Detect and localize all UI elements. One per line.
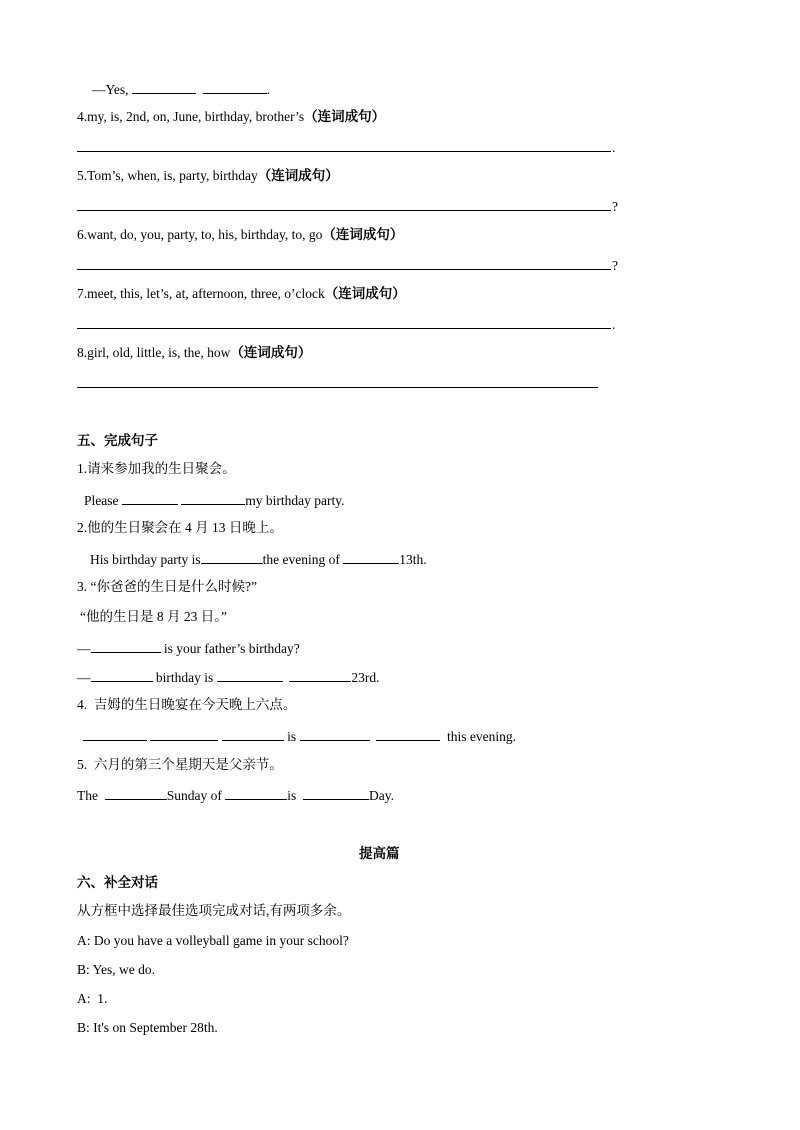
answer-end-4: .	[612, 140, 616, 155]
question-8: 8.girl, old, little, is, the, how（连词成句）	[77, 345, 312, 360]
dialog-instruction: 从方框中选择最佳选项完成对话,有两项多余。	[77, 903, 351, 918]
p5-q1-chinese: 1.请来参加我的生日聚会。	[77, 461, 236, 476]
p5-q3-english-1: — is your father’s birthday?	[77, 641, 300, 656]
answer-line-6[interactable]	[77, 269, 611, 270]
answer-blank[interactable]	[289, 668, 351, 682]
p5-q3-english-2: — birthday is 23rd.	[77, 670, 380, 685]
answer-blank[interactable]	[343, 550, 399, 564]
answer-end-7: .	[612, 317, 616, 332]
question-5: 5.Tom’s, when, is, party, birthday（连词成句）	[77, 168, 339, 183]
answer-blank[interactable]	[217, 668, 283, 682]
answer-blank[interactable]	[303, 786, 369, 800]
answer-blank[interactable]	[91, 639, 161, 653]
answer-blank[interactable]	[91, 668, 153, 682]
answer-end-6: ?	[612, 258, 618, 273]
section-heading-6: 六、补全对话	[77, 875, 158, 890]
answer-blank[interactable]	[83, 727, 147, 741]
answer-blank[interactable]	[376, 727, 440, 741]
p5-q3-chinese-1: 3. “你爸爸的生日是什么时候?”	[77, 579, 257, 594]
answer-blank[interactable]	[122, 491, 178, 505]
answer-blank[interactable]	[203, 80, 267, 94]
question-6: 6.want, do, you, party, to, his, birthday, to, go（连词成句）	[77, 227, 404, 242]
answer-blank[interactable]	[225, 786, 287, 800]
question-7: 7.meet, this, let’s, at, afternoon, three, o’clock（连词成句）	[77, 286, 406, 301]
answer-blank[interactable]	[300, 727, 370, 741]
answer-line-7[interactable]	[77, 328, 611, 329]
answer-blank[interactable]	[201, 550, 263, 564]
answer-blank[interactable]	[105, 786, 167, 800]
section-heading-5: 五、完成句子	[77, 433, 158, 448]
answer-line-8[interactable]	[77, 387, 598, 388]
question-4: 4.my, is, 2nd, on, June, birthday, brother’s（连词成句）	[77, 109, 386, 124]
dialog-line: B: Yes, we do.	[77, 962, 156, 977]
answer-end-5: ?	[612, 199, 618, 214]
p5-q4-chinese: 4. 吉姆的生日晚宴在今天晚上六点。	[77, 697, 297, 712]
p5-q5-chinese: 5. 六月的第三个星期天是父亲节。	[77, 757, 283, 772]
answer-blank[interactable]	[132, 80, 196, 94]
answer-line-5[interactable]	[77, 210, 611, 211]
p5-q2-chinese: 2.他的生日聚会在 4 月 13 日晚上。	[77, 520, 283, 535]
q3-answer-line: —Yes, .	[92, 82, 271, 97]
dialog-line: A: 1.	[77, 991, 108, 1006]
p5-q1-english: Please my birthday party.	[84, 493, 345, 508]
dialog-line: B: It's on September 28th.	[77, 1020, 218, 1035]
p5-q2-english: His birthday party is the evening of 13th.	[90, 552, 427, 567]
answer-line-4[interactable]	[77, 151, 611, 152]
answer-blank[interactable]	[181, 491, 245, 505]
answer-blank[interactable]	[222, 727, 284, 741]
answer-blank[interactable]	[150, 727, 218, 741]
advanced-title: 提高篇	[359, 846, 400, 861]
p5-q3-chinese-2: “他的生日是 8 月 23 日。”	[80, 609, 227, 624]
dialog-line: A: Do you have a volleyball game in your school?	[77, 933, 349, 948]
p5-q4-english: is this evening.	[83, 727, 516, 745]
p5-q5-english: The Sunday of is Day.	[77, 788, 395, 803]
